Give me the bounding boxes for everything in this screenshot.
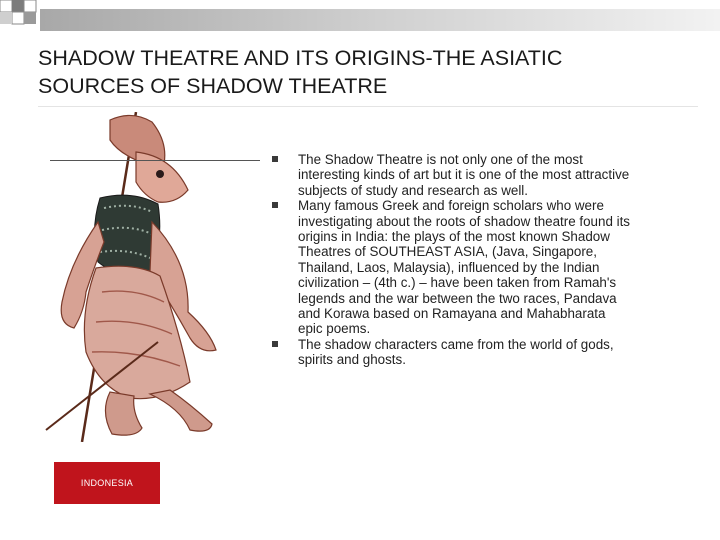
bullet-text: The Shadow Theatre is not only one of the most interesting kinds of art but it is one of the most attractive subjects of study and research as well.: [298, 152, 630, 198]
bullet-item: [270, 198, 630, 337]
checker-square: [0, 12, 12, 24]
puppet-leg: [150, 390, 212, 431]
checker-square: [24, 12, 36, 24]
title-line-2: SOURCES OF SHADOW THEATRE: [38, 74, 388, 98]
bullet-text: The shadow characters came from the world of gods, spirits and ghosts.: [298, 336, 614, 368]
top-decoration: [0, 0, 720, 32]
header-bar: [40, 9, 720, 31]
title-divider: [38, 106, 698, 107]
shadow-puppet-image: [40, 112, 270, 442]
slide-title: [38, 44, 698, 100]
square-bullet-icon: [272, 202, 278, 208]
image-rule: [50, 160, 260, 161]
title-line-1: SHADOW THEATRE AND ITS ORIGINS-THE ASIATIC: [38, 46, 563, 70]
checker-square: [12, 0, 24, 12]
puppet-eye: [156, 170, 164, 178]
checker-square: [24, 0, 36, 12]
bullet-list: [270, 152, 630, 368]
square-bullet-icon: [272, 341, 278, 347]
checker-square: [12, 12, 24, 24]
image-caption: INDONESIA: [54, 462, 160, 504]
bullet-item: [270, 152, 630, 198]
square-bullet-icon: [272, 156, 278, 162]
bullet-text: Many famous Greek and foreign scholars who were investigating about the roots of shadow theatre found its origins in India: the plays of the most known Shadow Theatres of SOUTHEAST ASIA, (Java, Singapore, Thailand, Laos, Malaysia), influenced by the Indian civilization – (4th c.) – have been taken from Ramah's legends and the war between the two races, Pandava and Korawa based on Ramayana and Mahabharata epic poems.: [298, 198, 631, 337]
bullet-item: [270, 337, 630, 368]
checker-square: [0, 0, 12, 12]
